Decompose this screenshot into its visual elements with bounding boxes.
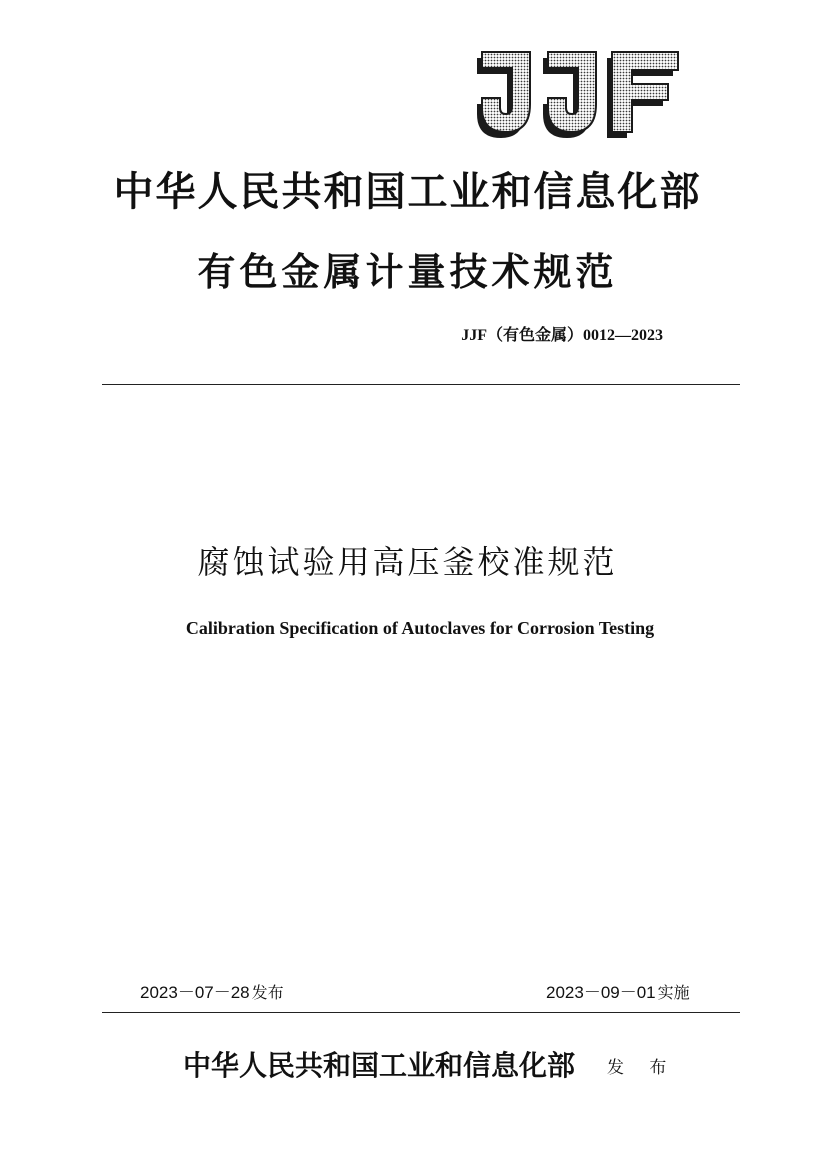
document-title-english: Calibration Specification of Autoclaves for Corrosion Testing: [185, 618, 655, 638]
document-title-chinese: 腐蚀试验用高压釜校准规范: [197, 543, 618, 581]
standard-code: JJF（有色金属）0012—2023: [461, 327, 663, 344]
effective-label: 实施: [657, 983, 690, 1002]
release-label: 发布: [251, 983, 284, 1002]
issuing-ministry-title: 中华人民共和国工业和信息化部: [113, 168, 702, 215]
release-date-line: [140, 982, 284, 1004]
footer-divider: [102, 1012, 740, 1013]
release-date: 2023－07－28: [140, 983, 250, 1002]
effective-date: 2023－09－01: [546, 983, 656, 1002]
header-divider: [102, 384, 740, 385]
specification-series-title: 有色金属计量技术规范: [197, 249, 618, 294]
publish-label: 发 布: [607, 1058, 677, 1078]
jjf-logo: [472, 50, 686, 138]
effective-date-line: [546, 982, 690, 1004]
publisher-name: 中华人民共和国工业和信息化部: [183, 1049, 576, 1082]
